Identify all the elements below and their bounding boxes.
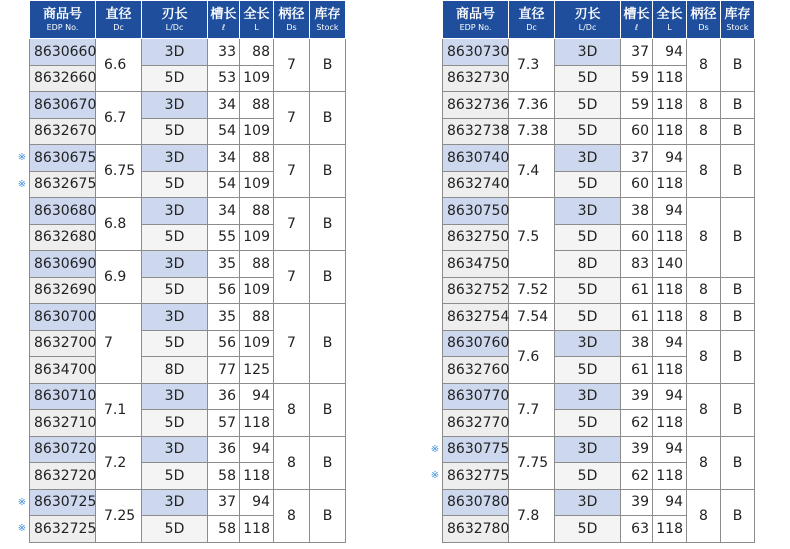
- flute-length: 55: [208, 224, 240, 251]
- edp-number: 8630740: [443, 145, 509, 172]
- total-length: 88: [240, 145, 274, 172]
- flute-length: 35: [208, 304, 240, 331]
- stock-status: B: [721, 277, 755, 304]
- shank-diameter: 8: [687, 198, 721, 278]
- shank-diameter: 8: [687, 383, 721, 436]
- header-stock: 库存 Stock: [310, 1, 346, 39]
- stock-status: B: [721, 330, 755, 383]
- flute-length: 61: [621, 357, 653, 384]
- total-length: 94: [653, 39, 687, 66]
- edp-number: 8632770: [443, 410, 509, 437]
- total-length: 88: [240, 92, 274, 119]
- length-ratio: 3D: [142, 304, 208, 331]
- edp-number: 8630690: [30, 251, 96, 278]
- edp-number: 8630680: [30, 198, 96, 225]
- flute-length: 56: [208, 277, 240, 304]
- total-length: 88: [240, 39, 274, 66]
- table-row: [30, 383, 346, 410]
- edp-number: 8632680: [30, 224, 96, 251]
- length-ratio: 3D: [142, 436, 208, 463]
- flute-length: 60: [621, 224, 653, 251]
- total-length: 118: [653, 304, 687, 331]
- total-length: 118: [653, 463, 687, 490]
- edp-number: 8632775: [443, 463, 509, 490]
- length-ratio: 3D: [142, 198, 208, 225]
- total-length: 94: [653, 489, 687, 516]
- flute-length: 58: [208, 516, 240, 543]
- header-shank-dia: 柄径 Ds: [687, 1, 721, 39]
- edp-number: 8632780: [443, 516, 509, 543]
- length-ratio: 5D: [555, 463, 621, 490]
- shank-diameter: 8: [687, 304, 721, 331]
- flute-length: 34: [208, 92, 240, 119]
- edp-number: 8632730: [443, 65, 509, 92]
- length-ratio: 5D: [555, 410, 621, 437]
- shank-diameter: 8: [274, 436, 310, 489]
- edp-number: 8630720: [30, 436, 96, 463]
- length-ratio: 5D: [555, 224, 621, 251]
- flute-length: 36: [208, 383, 240, 410]
- table-row: [30, 198, 346, 225]
- shank-diameter: 7: [274, 251, 310, 304]
- diameter-dc: 7.3: [509, 39, 555, 92]
- flute-length: 37: [208, 489, 240, 516]
- diameter-dc: 6.6: [96, 39, 142, 92]
- table-row: [30, 489, 346, 516]
- shank-diameter: 8: [687, 118, 721, 145]
- flute-length: 57: [208, 410, 240, 437]
- diameter-dc: 7.52: [509, 277, 555, 304]
- stock-status: B: [721, 145, 755, 198]
- flute-length: 37: [621, 39, 653, 66]
- shank-diameter: 8: [687, 436, 721, 489]
- diameter-dc: 7.7: [509, 383, 555, 436]
- shank-diameter: 8: [274, 489, 310, 542]
- length-ratio: 8D: [142, 357, 208, 384]
- total-length: 118: [653, 410, 687, 437]
- stock-status: B: [310, 92, 346, 145]
- header-edp: 商品号 EDP No.: [30, 1, 96, 39]
- total-length: 118: [653, 65, 687, 92]
- shank-diameter: 8: [687, 92, 721, 119]
- diameter-dc: 6.7: [96, 92, 142, 145]
- total-length: 118: [653, 118, 687, 145]
- edp-number: 8632738: [443, 118, 509, 145]
- flute-length: 61: [621, 304, 653, 331]
- stock-status: B: [310, 383, 346, 436]
- diameter-dc: 7.75: [509, 436, 555, 489]
- flute-length: 39: [621, 383, 653, 410]
- table-row: [443, 39, 755, 66]
- total-length: 118: [653, 171, 687, 198]
- total-length: 94: [240, 436, 274, 463]
- note-mark-icon: ※: [17, 496, 27, 508]
- flute-length: 58: [208, 463, 240, 490]
- edp-number: 8630775: [443, 436, 509, 463]
- flute-length: 59: [621, 65, 653, 92]
- table-row: [443, 118, 755, 145]
- edp-number: 8630710: [30, 383, 96, 410]
- total-length: 140: [653, 251, 687, 278]
- flute-length: 77: [208, 357, 240, 384]
- edp-number: 8630770: [443, 383, 509, 410]
- table-row: [443, 145, 755, 172]
- total-length: 118: [653, 357, 687, 384]
- diameter-dc: 7.6: [509, 330, 555, 383]
- stock-status: B: [310, 251, 346, 304]
- edp-number: 8632754: [443, 304, 509, 331]
- shank-diameter: 8: [687, 489, 721, 542]
- shank-diameter: 7: [274, 145, 310, 198]
- total-length: 118: [653, 277, 687, 304]
- total-length: 109: [240, 277, 274, 304]
- diameter-dc: 7.8: [509, 489, 555, 542]
- header-dc: 直径 Dc: [509, 1, 555, 39]
- table-row: [443, 198, 755, 225]
- length-ratio: 3D: [142, 489, 208, 516]
- length-ratio: 5D: [142, 463, 208, 490]
- flute-length: 38: [621, 198, 653, 225]
- stock-status: B: [310, 39, 346, 92]
- stock-status: B: [310, 304, 346, 384]
- flute-length: 33: [208, 39, 240, 66]
- flute-length: 56: [208, 330, 240, 357]
- header-flute-length: 槽长 ℓ: [208, 1, 240, 39]
- table-row: [30, 251, 346, 278]
- edp-number: 8632750: [443, 224, 509, 251]
- edp-number: 8632700: [30, 330, 96, 357]
- flute-length: 62: [621, 463, 653, 490]
- flute-length: 59: [621, 92, 653, 119]
- stock-status: B: [721, 304, 755, 331]
- header-edp: 商品号 EDP No.: [443, 1, 509, 39]
- length-ratio: 5D: [555, 277, 621, 304]
- header-dc: 直径 Dc: [96, 1, 142, 39]
- length-ratio: 8D: [555, 251, 621, 278]
- note-mark-icon: ※: [17, 151, 27, 163]
- table-row: [30, 436, 346, 463]
- total-length: 118: [653, 516, 687, 543]
- flute-length: 54: [208, 118, 240, 145]
- table-header: [443, 1, 755, 39]
- note-mark-icon: ※: [430, 469, 440, 481]
- edp-number: 8632760: [443, 357, 509, 384]
- total-length: 88: [240, 251, 274, 278]
- length-ratio: 3D: [555, 489, 621, 516]
- flute-length: 36: [208, 436, 240, 463]
- table-row: [30, 92, 346, 119]
- table-row: [30, 145, 346, 172]
- edp-number: 8632710: [30, 410, 96, 437]
- edp-number: 8630730: [443, 39, 509, 66]
- header-total-length: 全长 L: [653, 1, 687, 39]
- spec-table-right: [442, 0, 755, 543]
- stock-status: B: [721, 118, 755, 145]
- table-body: [443, 39, 755, 543]
- table-row: [443, 92, 755, 119]
- length-ratio: 5D: [555, 92, 621, 119]
- length-ratio: 5D: [555, 516, 621, 543]
- table-row: [443, 383, 755, 410]
- flute-length: 63: [621, 516, 653, 543]
- length-ratio: 5D: [142, 330, 208, 357]
- length-ratio: 5D: [142, 65, 208, 92]
- stock-status: B: [721, 383, 755, 436]
- total-length: 109: [240, 171, 274, 198]
- edp-number: 8632736: [443, 92, 509, 119]
- flute-length: 53: [208, 65, 240, 92]
- table-row: [443, 489, 755, 516]
- edp-number: 8630700: [30, 304, 96, 331]
- header-shank-dia: 柄径 Ds: [274, 1, 310, 39]
- shank-diameter: 8: [687, 330, 721, 383]
- length-ratio: 5D: [142, 224, 208, 251]
- diameter-dc: 7.5: [509, 198, 555, 278]
- table-row: [443, 304, 755, 331]
- edp-number: 8632740: [443, 171, 509, 198]
- length-ratio: 3D: [555, 383, 621, 410]
- stock-status: B: [310, 489, 346, 542]
- edp-number: 8632720: [30, 463, 96, 490]
- diameter-dc: 7.25: [96, 489, 142, 542]
- note-mark-icon: ※: [430, 443, 440, 455]
- diameter-dc: 7.36: [509, 92, 555, 119]
- edp-number: 8632660: [30, 65, 96, 92]
- shank-diameter: 8: [687, 39, 721, 92]
- total-length: 109: [240, 224, 274, 251]
- table-header: [30, 1, 346, 39]
- note-mark-icon: ※: [17, 178, 27, 190]
- diameter-dc: 7.54: [509, 304, 555, 331]
- length-ratio: 5D: [142, 171, 208, 198]
- total-length: 88: [240, 304, 274, 331]
- length-ratio: 3D: [555, 145, 621, 172]
- table-row: [443, 330, 755, 357]
- edp-number: 8630760: [443, 330, 509, 357]
- header-stock: 库存 Stock: [721, 1, 755, 39]
- length-ratio: 3D: [142, 92, 208, 119]
- header-ldc: 刃长 L/Dc: [142, 1, 208, 39]
- length-ratio: 3D: [142, 145, 208, 172]
- flute-length: 39: [621, 436, 653, 463]
- diameter-dc: 7: [96, 304, 142, 384]
- flute-length: 62: [621, 410, 653, 437]
- length-ratio: 5D: [142, 516, 208, 543]
- total-length: 118: [240, 516, 274, 543]
- length-ratio: 3D: [142, 39, 208, 66]
- length-ratio: 3D: [555, 436, 621, 463]
- edp-number: 8630725: [30, 489, 96, 516]
- table-row: [443, 277, 755, 304]
- header-flute-length: 槽长 ℓ: [621, 1, 653, 39]
- flute-length: 54: [208, 171, 240, 198]
- length-ratio: 5D: [555, 171, 621, 198]
- length-ratio: 3D: [142, 251, 208, 278]
- edp-number: 8634700: [30, 357, 96, 384]
- edp-number: 8634750: [443, 251, 509, 278]
- table-row: [443, 436, 755, 463]
- total-length: 94: [653, 198, 687, 225]
- edp-number: 8632675: [30, 171, 96, 198]
- total-length: 109: [240, 330, 274, 357]
- length-ratio: 5D: [555, 357, 621, 384]
- total-length: 125: [240, 357, 274, 384]
- diameter-dc: 6.75: [96, 145, 142, 198]
- length-ratio: 5D: [142, 118, 208, 145]
- stock-status: B: [721, 39, 755, 92]
- table-row: [30, 304, 346, 331]
- edp-number: 8632690: [30, 277, 96, 304]
- total-length: 94: [653, 436, 687, 463]
- diameter-dc: 6.8: [96, 198, 142, 251]
- total-length: 109: [240, 65, 274, 92]
- edp-number: 8632752: [443, 277, 509, 304]
- flute-length: 38: [621, 330, 653, 357]
- shank-diameter: 7: [274, 39, 310, 92]
- total-length: 94: [240, 383, 274, 410]
- shank-diameter: 7: [274, 198, 310, 251]
- edp-number: 8630660: [30, 39, 96, 66]
- length-ratio: 3D: [555, 198, 621, 225]
- total-length: 118: [653, 92, 687, 119]
- shank-diameter: 7: [274, 304, 310, 384]
- stock-status: B: [721, 489, 755, 542]
- total-length: 118: [240, 410, 274, 437]
- total-length: 94: [653, 330, 687, 357]
- total-length: 109: [240, 118, 274, 145]
- flute-length: 39: [621, 489, 653, 516]
- total-length: 88: [240, 198, 274, 225]
- edp-number: 8630675: [30, 145, 96, 172]
- spec-table-left: [29, 0, 346, 543]
- shank-diameter: 8: [687, 277, 721, 304]
- stock-status: B: [310, 436, 346, 489]
- edp-number: 8630750: [443, 198, 509, 225]
- flute-length: 83: [621, 251, 653, 278]
- shank-diameter: 8: [274, 383, 310, 436]
- stock-status: B: [310, 145, 346, 198]
- length-ratio: 5D: [142, 410, 208, 437]
- shank-diameter: 8: [687, 145, 721, 198]
- flute-length: 35: [208, 251, 240, 278]
- total-length: 94: [240, 489, 274, 516]
- edp-number: 8632670: [30, 118, 96, 145]
- total-length: 118: [653, 224, 687, 251]
- length-ratio: 5D: [555, 118, 621, 145]
- length-ratio: 5D: [555, 65, 621, 92]
- length-ratio: 3D: [555, 39, 621, 66]
- stock-status: B: [721, 92, 755, 119]
- edp-number: 8630670: [30, 92, 96, 119]
- diameter-dc: 7.38: [509, 118, 555, 145]
- flute-length: 61: [621, 277, 653, 304]
- header-ldc: 刃长 L/Dc: [555, 1, 621, 39]
- diameter-dc: 7.4: [509, 145, 555, 198]
- length-ratio: 5D: [555, 304, 621, 331]
- diameter-dc: 6.9: [96, 251, 142, 304]
- length-ratio: 5D: [142, 277, 208, 304]
- length-ratio: 3D: [555, 330, 621, 357]
- total-length: 94: [653, 383, 687, 410]
- flute-length: 34: [208, 145, 240, 172]
- table-body: [30, 39, 346, 543]
- flute-length: 34: [208, 198, 240, 225]
- flute-length: 37: [621, 145, 653, 172]
- shank-diameter: 7: [274, 92, 310, 145]
- diameter-dc: 7.2: [96, 436, 142, 489]
- header-total-length: 全长 L: [240, 1, 274, 39]
- total-length: 118: [240, 463, 274, 490]
- flute-length: 60: [621, 171, 653, 198]
- table-row: [30, 39, 346, 66]
- note-mark-icon: ※: [17, 522, 27, 534]
- total-length: 94: [653, 145, 687, 172]
- edp-number: 8632725: [30, 516, 96, 543]
- edp-number: 8630780: [443, 489, 509, 516]
- length-ratio: 3D: [142, 383, 208, 410]
- stock-status: B: [721, 436, 755, 489]
- diameter-dc: 7.1: [96, 383, 142, 436]
- stock-status: B: [721, 198, 755, 278]
- flute-length: 60: [621, 118, 653, 145]
- stock-status: B: [310, 198, 346, 251]
